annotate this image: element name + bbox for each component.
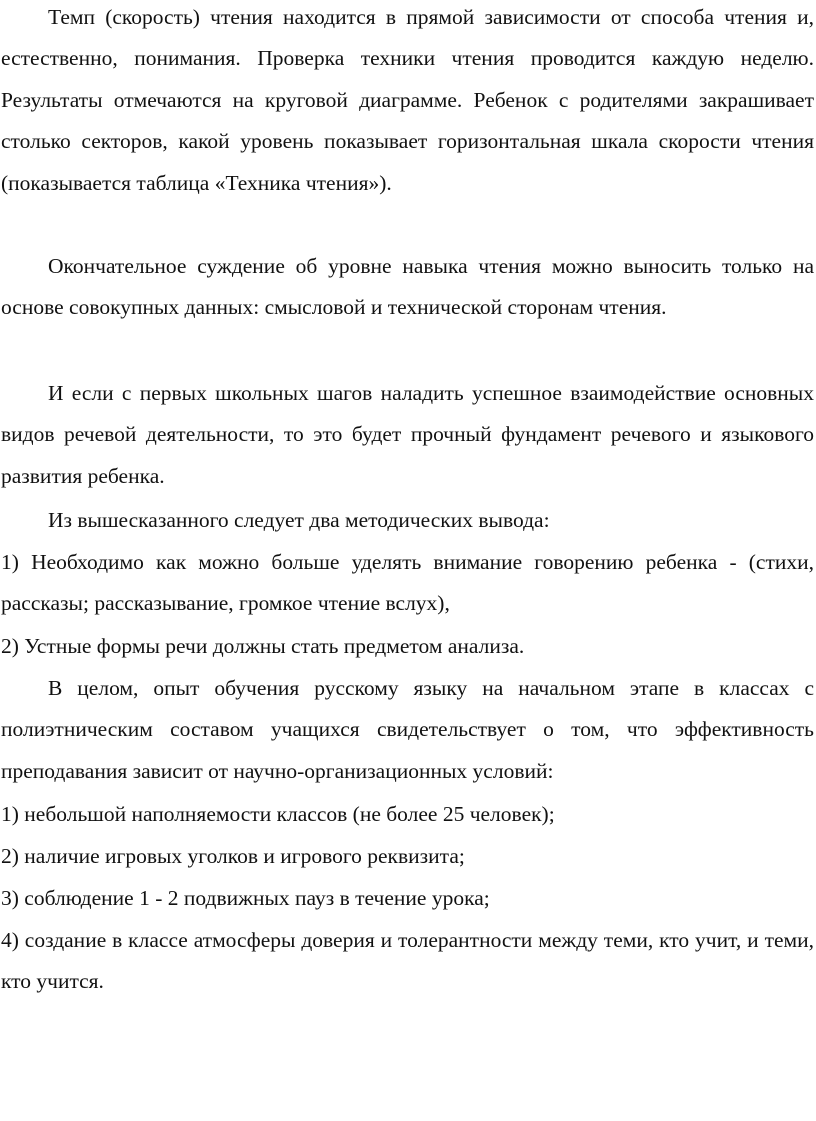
- paragraph-conclusions-intro: Из вышесказанного следует два методических вывода:: [48, 508, 550, 532]
- paragraph-overall-experience: В целом, опыт обучения русскому языку на начальном этапе в классах с полиэтническим составом учащихся свидетельствует о том, что эффективность преподавания зависит от научно-организационных условий:: [1, 676, 814, 783]
- list-item-conclusion-1: 1) Необходимо как можно больше уделять внимание говорению ребенка - (стихи, рассказы; рассказывание, громкое чтение вслух),: [1, 550, 814, 616]
- list-item-condition-4: 4) создание в классе атмосферы доверия и толерантности между теми, кто учит, и теми, кто учится.: [1, 928, 814, 994]
- list-item-condition-1: 1) небольшой наполняемости классов (не более 25 человек);: [1, 802, 555, 826]
- list-item-condition-2: 2) наличие игровых уголков и игрового реквизита;: [1, 844, 465, 868]
- list-item-condition-3: 3) соблюдение 1 - 2 подвижных пауз в течение урока;: [1, 886, 490, 910]
- list-item-conclusion-2: 2) Устные формы речи должны стать предметом анализа.: [1, 634, 525, 658]
- paragraph-speech-activity: И если с первых школьных шагов наладить успешное взаимодействие основных видов речевой деятельности, то это будет прочный фундамент речевого и языкового развития ребенка.: [1, 381, 814, 488]
- paragraph-final-judgement: Окончательное суждение об уровне навыка чтения можно выносить только на основе совокупных данных: смысловой и технической сторонам чтения.: [1, 254, 814, 320]
- paragraph-reading-speed: Темп (скорость) чтения находится в прямой зависимости от способа чтения и, естественно, понимания. Проверка техники чтения проводится каждую неделю. Результаты отмечаются на круговой диаграмме. Ребенок с родителями закрашивает столько секторов, какой уровень показывает горизонтальная шкала скорости чтения (показывается таблица «Техника чтения»).: [1, 5, 814, 195]
